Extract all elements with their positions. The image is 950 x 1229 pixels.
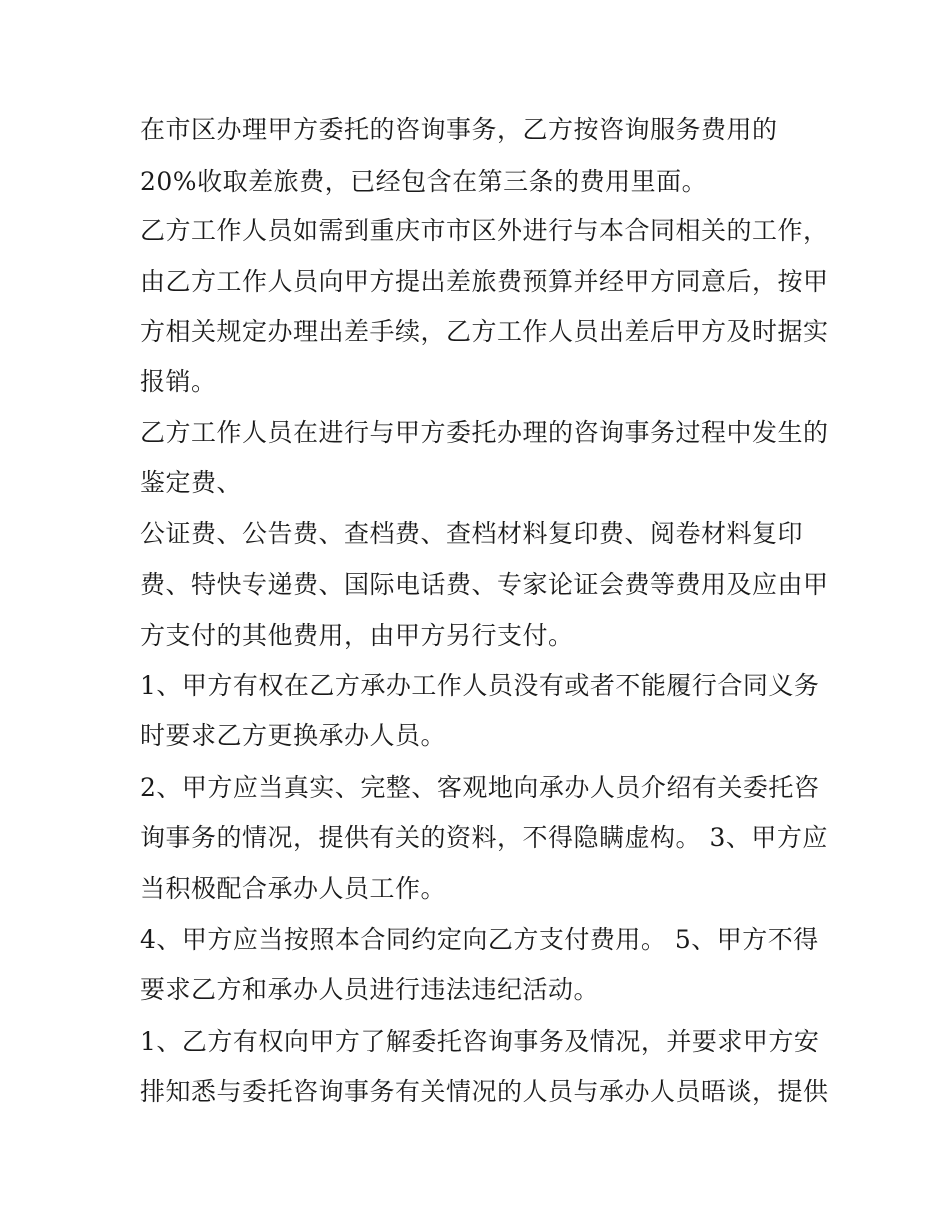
text-line: 乙方工作人员如需到重庆市市区外进行与本合同相关的工作， <box>140 216 829 245</box>
text-line: 2、甲方应当真实、完整、客观地向承办人员介绍有关委托咨 <box>140 773 820 802</box>
text-line: 当积极配合承办人员工作。 <box>140 874 447 903</box>
text-line: 询事务的情况，提供有关的资料，不得隐瞒虚构。 3、甲方应 <box>140 823 828 852</box>
text-line: 1、甲方有权在乙方承办工作人员没有或者不能履行合同义务 <box>140 671 820 700</box>
text-line: 20%收取差旅费，已经包含在第三条的费用里面。 <box>140 167 708 196</box>
text-line: 在市区办理甲方委托的咨询事务，乙方按咨询服务费用的 <box>140 115 778 144</box>
text-line: 乙方工作人员在进行与甲方委托办理的咨询事务过程中发生的 <box>140 418 829 447</box>
text-line: 费、特快专递费、国际电话费、专家论证会费等费用及应由甲 <box>140 570 829 599</box>
text-line: 由乙方工作人员向甲方提出差旅费预算并经甲方同意后，按甲 <box>140 267 829 296</box>
text-line: 1、乙方有权向甲方了解委托咨询事务及情况，并要求甲方安 <box>140 1027 820 1056</box>
text-line: 鉴定费、 <box>140 468 243 497</box>
text-line: 排知悉与委托咨询事务有关情况的人员与承办人员晤谈，提供 <box>140 1077 829 1106</box>
text-line: 方相关规定办理出差手续，乙方工作人员出差后甲方及时据实 <box>140 317 829 346</box>
text-line: 报销。 <box>140 367 217 396</box>
text-line: 方支付的其他费用，由甲方另行支付。 <box>140 621 574 650</box>
text-line: 时要求乙方更换承办人员。 <box>140 721 447 750</box>
text-line: 公证费、公告费、查档费、查档材料复印费、阅卷材料复印 <box>140 519 804 548</box>
text-line: 4、甲方应当按照本合同约定向乙方支付费用。 5、甲方不得 <box>140 925 819 954</box>
text-line: 要求乙方和承办人员进行违法违纪活动。 <box>140 975 600 1004</box>
